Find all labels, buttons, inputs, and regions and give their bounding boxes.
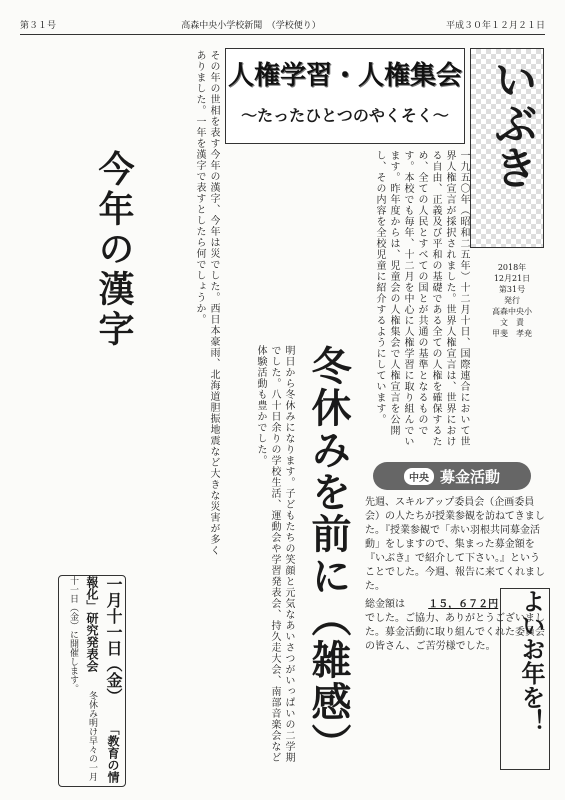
winter-break-title: 冬休みを前に（雑感） — [305, 345, 351, 765]
page-header — [20, 14, 545, 35]
fundraising-text: 先週、スキルアップ委員会（企画委員会）の人たちが授業参観を訪ねてきました。『授業参観で「赤い羽根共同募金活動」をしますので、集まった募金額を『いぶき』で紹介して下さい。』ということでした。今週、報告に来てくれました。 — [365, 497, 545, 592]
fundraising-title: 募金活動 — [439, 467, 500, 486]
pub-label: 発行 — [504, 296, 520, 305]
fundraising-label: 中央 — [404, 468, 434, 485]
headline-subtitle: 〜たったひとつのやくそく〜 — [241, 106, 449, 125]
pub-school: 高森中央小 — [492, 307, 532, 316]
pub-issue: 第31号 — [498, 285, 526, 294]
fundraising-thanks: でした。ご協力、ありがとうございました。募金活動に取り組んでくれた委員会の皆さん、ご苦労様でした。 — [365, 613, 545, 652]
pub-date: 12月21日 — [493, 274, 531, 283]
masthead-title: いぶき — [486, 57, 537, 189]
headline-title: 人権学習・人権集会 — [227, 61, 462, 91]
january-title: 「教育の情報化」研究発表会 — [85, 576, 120, 783]
winter-break-article: 明日から冬休みになります。子どもたちの笑顔と元気なあいさつがいっぱいの二学期でした。八十日余りの学校生活、運動会や学習発表会、持久走大会、南部音楽会など体験活動も豊かでした。 — [255, 345, 294, 763]
kanji-title: 今年の漢字 — [93, 150, 134, 350]
new-year-box — [500, 588, 550, 770]
january-date: 一月十一日（金） — [104, 576, 123, 704]
fundraising-total: １５，６７２円 — [428, 599, 499, 610]
kanji-article: その年の世相を表す今年の漢字、今年は災でした。西日本豪雨、北海道胆振地震など大きな災害が多くありました。一年を漢字で表すとしたら何でしょうか。 — [194, 50, 219, 556]
issue-number: 第３１号 — [20, 20, 57, 31]
human-rights-article: 一九五〇年（昭和二五年）十二月十日、国際連合において世界人権宣言が採択されました。世界人権宣言は、世界における自由、正義及び平和の基礎である全ての人権を確保するため、全ての人民とすべての国とが共通の基準となるものです。本校でも毎年、十二月を中心に人権学習に取り組んでいます。昨年度からは、児童会の人権集会で人権宣言を公開し、その内容を全校児童に紹介するようにしています。 — [374, 150, 469, 447]
publisher-info — [480, 262, 544, 339]
new-year-greeting: よいお年を！ — [517, 589, 546, 733]
fundraising-header — [373, 462, 531, 490]
pub-year: 2018年 — [497, 263, 527, 272]
headline-banner — [225, 48, 465, 144]
paper-name: 高森中央小学校新聞 （学校便り） — [181, 20, 321, 31]
masthead — [470, 48, 544, 248]
issue-date: 平成３０年１２月２１日 — [445, 20, 545, 31]
fundraising-total-label: 総金額は — [365, 599, 405, 610]
pub-editor: 甲斐 孝尭 — [492, 329, 532, 338]
january-event-box — [58, 575, 126, 787]
january-text: 冬休み明け早々の一月十一日（金）に開催します。 — [68, 576, 97, 781]
pub-editor-label: 文 責 — [500, 318, 524, 327]
